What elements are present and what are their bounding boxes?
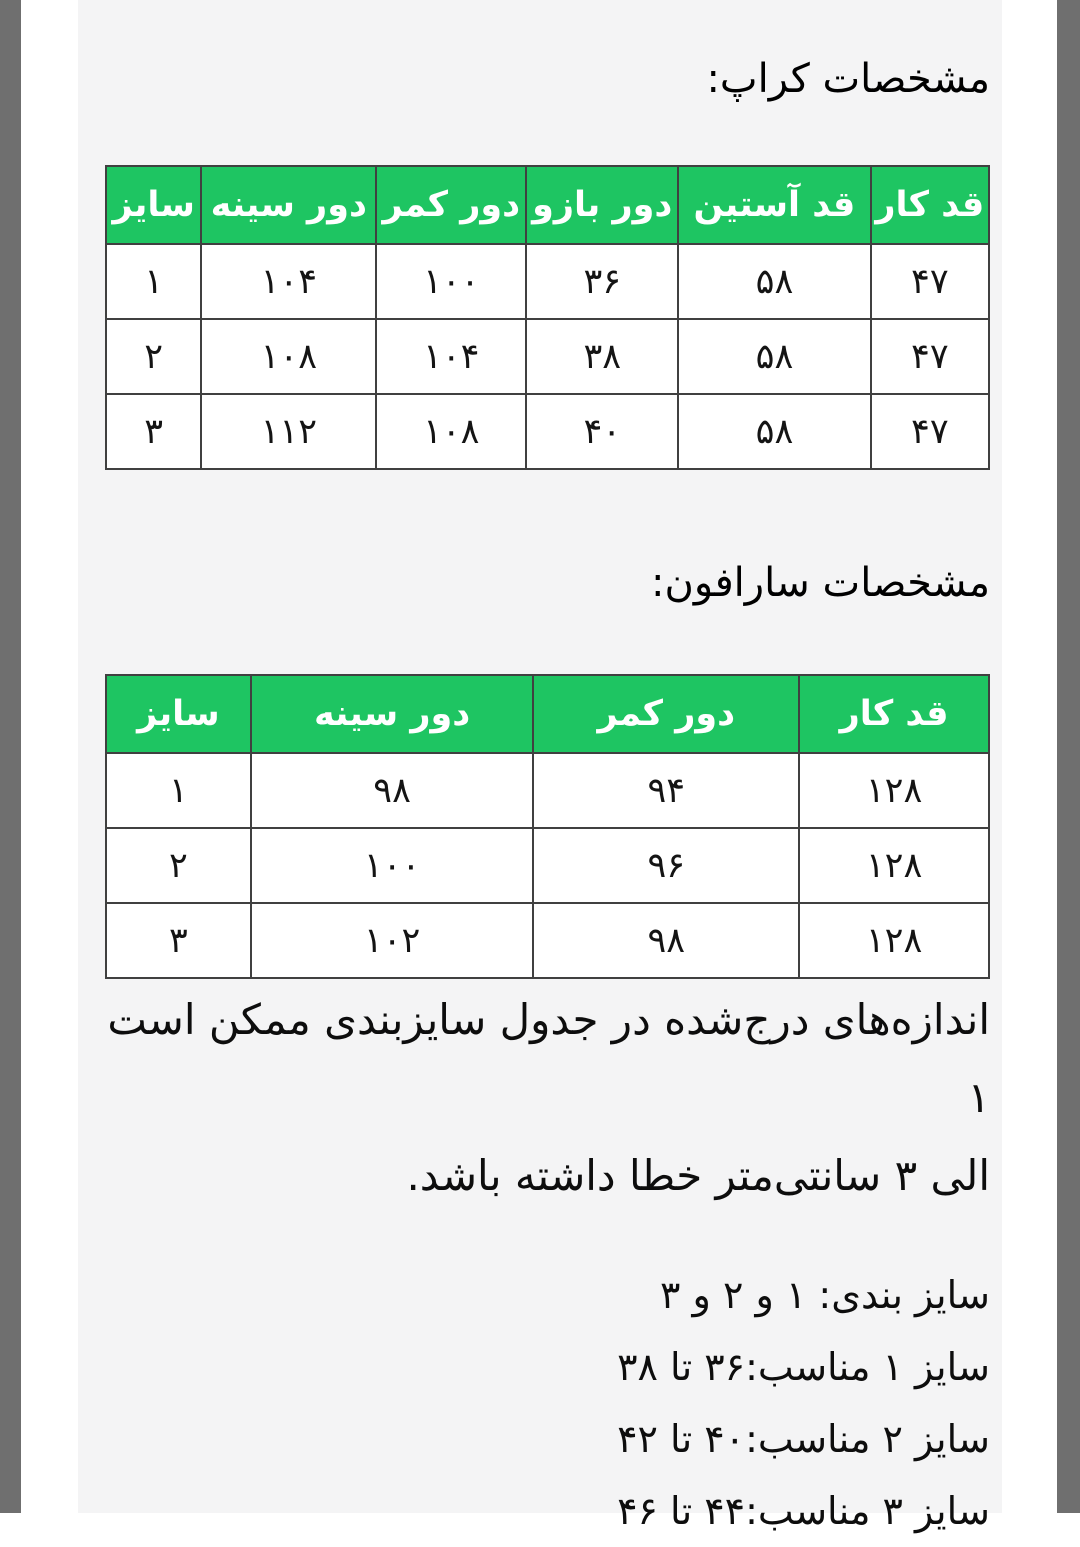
crop-table-row xyxy=(106,244,989,319)
cell-size: ۲ xyxy=(106,828,251,903)
header-bust-circumference: دور سینه xyxy=(251,675,534,753)
header-waist-circumference: دور کمر xyxy=(376,166,526,244)
cell-bust-circumference: ۱۰۲ xyxy=(251,903,534,978)
sarafon-specs-title: مشخصات سارافون: xyxy=(651,560,990,606)
size-guide xyxy=(105,1259,990,1547)
cell-garment-length: ۱۲۸ xyxy=(799,753,989,828)
sarafon-specs-table xyxy=(105,674,990,979)
cell-waist-circumference: ۱۰۸ xyxy=(376,394,526,469)
cell-size: ۱ xyxy=(106,753,251,828)
header-size: سایز xyxy=(106,166,201,244)
header-arm-circumference: دور بازو xyxy=(526,166,678,244)
cell-bust-circumference: ۹۸ xyxy=(251,753,534,828)
size-guide-line-sizing: سایز بندی: ۱ و ۲ و ۳ xyxy=(660,1273,990,1317)
cell-size: ۳ xyxy=(106,394,201,469)
cell-arm-circumference: ۳۸ xyxy=(526,319,678,394)
cell-bust-circumference: ۱۰۰ xyxy=(251,828,534,903)
sarafon-table-row xyxy=(106,753,989,828)
cell-garment-length: ۱۲۸ xyxy=(799,903,989,978)
cell-waist-circumference: ۱۰۰ xyxy=(376,244,526,319)
cell-size: ۳ xyxy=(106,903,251,978)
cell-bust-circumference: ۱۰۸ xyxy=(201,319,376,394)
cell-waist-circumference: ۹۶ xyxy=(533,828,799,903)
letterbox-right xyxy=(1057,0,1080,1513)
header-garment-length: قد کار xyxy=(871,166,989,244)
size-guide-line-size1: سایز ۱ مناسب:۳۶ تا ۳۸ xyxy=(617,1345,990,1389)
cell-bust-circumference: ۱۰۴ xyxy=(201,244,376,319)
page-margin-left xyxy=(21,0,78,1513)
page-margin-right xyxy=(1002,0,1057,1513)
cell-garment-length: ۴۷ xyxy=(871,244,989,319)
crop-specs-table xyxy=(105,165,990,470)
cell-sleeve-length: ۵۸ xyxy=(678,244,870,319)
cell-arm-circumference: ۳۶ xyxy=(526,244,678,319)
cell-waist-circumference: ۱۰۴ xyxy=(376,319,526,394)
cell-garment-length: ۴۷ xyxy=(871,319,989,394)
size-guide-line-size2: سایز ۲ مناسب:۴۰ تا ۴۲ xyxy=(617,1417,990,1461)
size-guide-line-size3: سایز ۳ مناسب:۴۴ تا ۴۶ xyxy=(617,1489,990,1533)
cell-size: ۲ xyxy=(106,319,201,394)
header-garment-length: قد کار xyxy=(799,675,989,753)
crop-table-header-row xyxy=(106,166,989,244)
cell-arm-circumference: ۴۰ xyxy=(526,394,678,469)
cell-waist-circumference: ۹۸ xyxy=(533,903,799,978)
cell-bust-circumference: ۱۱۲ xyxy=(201,394,376,469)
cell-garment-length: ۴۷ xyxy=(871,394,989,469)
sarafon-table-row xyxy=(106,828,989,903)
crop-specs-title: مشخصات کراپ: xyxy=(706,56,990,102)
tolerance-note-line: الی ۳ سانتی‌متر خطا داشته باشد. xyxy=(406,1151,990,1200)
header-waist-circumference: دور کمر xyxy=(533,675,799,753)
header-bust-circumference: دور سینه xyxy=(201,166,376,244)
sarafon-table-header-row xyxy=(106,675,989,753)
letterbox-left xyxy=(0,0,21,1513)
tolerance-note xyxy=(105,981,990,1215)
crop-table-row xyxy=(106,319,989,394)
header-sleeve-length: قد آستین xyxy=(678,166,870,244)
tolerance-note-line: اندازه‌های درج‌شده در جدول سایزبندی ممکن است ۱ xyxy=(107,995,990,1122)
cell-sleeve-length: ۵۸ xyxy=(678,394,870,469)
cell-size: ۱ xyxy=(106,244,201,319)
header-size: سایز xyxy=(106,675,251,753)
crop-table-row xyxy=(106,394,989,469)
cell-waist-circumference: ۹۴ xyxy=(533,753,799,828)
size-specs-content xyxy=(78,0,1002,1533)
cell-sleeve-length: ۵۸ xyxy=(678,319,870,394)
cell-garment-length: ۱۲۸ xyxy=(799,828,989,903)
sarafon-table-row xyxy=(106,903,989,978)
